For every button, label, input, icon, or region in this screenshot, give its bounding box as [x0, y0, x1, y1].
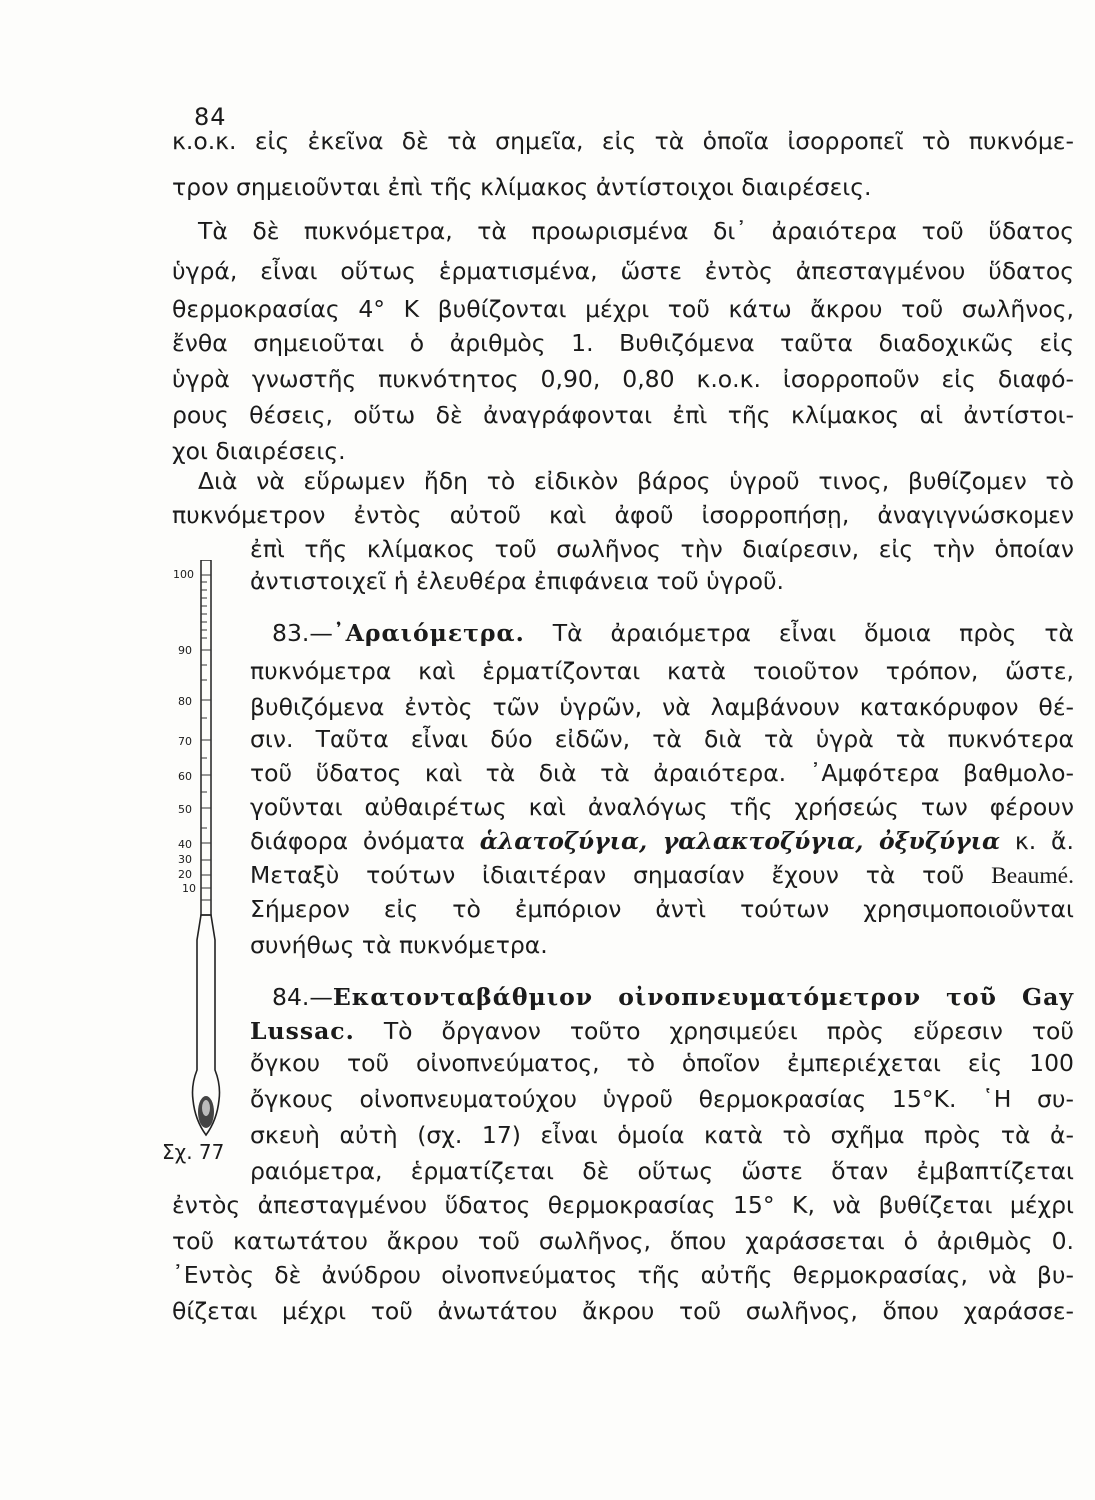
names-prefix: διάφορα ὀνόματα: [250, 827, 465, 855]
text-line-4: ὑγρά, εἶναι οὕτως ἑρματισμένα, ὥστε ἐντὸς ἀπεσταγμένου ὕδατος: [172, 257, 1074, 285]
section-83-line-5: γοῦνται αὐθαιρέτως καὶ ἀναλόγως τῆς χρήσεώς των φέρουν: [250, 793, 1074, 821]
text-line-5: θερμοκρασίας 4° Κ βυθίζονται μέχρι τοῦ κάτω ἄκρου τοῦ σωλῆνος,: [172, 295, 1074, 323]
section-83-number: 83.—: [272, 619, 333, 647]
beaume-name: Beaumé.: [991, 863, 1074, 889]
scale-label-30: 30: [178, 853, 192, 866]
text-line-2: τρον σημειοῦνται ἐπὶ τῆς κλίμακος ἀντίστοιχοι διαιρέσεις.: [172, 173, 872, 201]
scale-label-60: 60: [178, 770, 192, 783]
section-83-line-8: Σήμερον εἰς τὸ ἐμπόριον ἀντὶ τούτων χρησιμοποιοῦνται: [250, 895, 1074, 923]
scale-label-80: 80: [178, 695, 192, 708]
section-84-first-line: Τὸ ὄργανον τοῦτο χρησιμεύει πρὸς εὕρεσιν τοῦ: [383, 1017, 1074, 1045]
text-line-1: κ.ο.κ. εἰς ἐκεῖνα δὲ τὰ σημεῖα, εἰς τὰ ὁποῖα ἰσορροπεῖ τὸ πυκνόμε-: [172, 127, 1074, 155]
section-83-heading-line: [272, 619, 1074, 647]
scale-label-90: 90: [178, 644, 192, 657]
scale-label-50: 50: [178, 803, 192, 816]
text-line-6: ἔνθα σημειοῦται ὁ ἀριθμὸς 1. Βυθιζόμενα ταῦτα διαδοχικῶς εἰς: [172, 329, 1074, 357]
section-83-first-line: Τὰ ἀραιόμετρα εἶναι ὅμοια πρὸς τὰ: [552, 619, 1074, 647]
text-line-10: Διὰ νὰ εὕρωμεν ἤδη τὸ εἰδικὸν βάρος ὑγροῦ τινος, βυθίζομεν τὸ: [198, 467, 1074, 495]
text-line-9: χοι διαιρέσεις.: [172, 437, 346, 465]
scale-label-40: 40: [178, 838, 192, 851]
beaume-prefix: Μεταξὺ τούτων ἰδιαιτέραν σημασίαν ἔχουν τὰ τοῦ: [250, 861, 965, 889]
hydrometer-figure: [165, 560, 237, 1180]
section-84-title-2: Lussac.: [250, 1017, 355, 1045]
page-number: 84: [194, 103, 227, 131]
section-84-line-5: ραιόμετρα, ἑρματίζεται δὲ οὕτως ὥστε ὅταν ἐμβαπτίζεται: [250, 1157, 1074, 1185]
scale-label-100: 100: [173, 568, 194, 581]
section-84-heading-line: [272, 983, 1074, 1011]
instrument-names: ἁλατοζύγια, γαλακτοζύγια, ὀξυζύγια: [479, 827, 1001, 855]
section-84-line-7: τοῦ κατωτάτου ἄκρου τοῦ σωλῆνος, ὅπου χαράσσεται ὁ ἀριθμὸς 0.: [172, 1227, 1074, 1255]
hydrometer-stem: [201, 560, 211, 915]
text-line-3: Τὰ δὲ πυκνόμετρα, τὰ προωρισμένα δι᾿ ἀραιότερα τοῦ ὕδατος: [198, 217, 1074, 245]
text-line-8: ρους θέσεις, οὕτω δὲ ἀναγράφονται ἐπὶ τῆς κλίμακος αἱ ἀντίστοι-: [172, 401, 1074, 429]
scale-label-20: 20: [178, 868, 192, 881]
section-84-line-8: ᾿Εντὸς δὲ ἀνύδρου οἰνοπνεύματος τῆς αὐτῆς θερμοκρασίας, νὰ βυ-: [172, 1261, 1074, 1289]
text-line-12: ἐπὶ τῆς κλίμακος τοῦ σωλῆνος τὴν διαίρεσιν, εἰς τὴν ὁποίαν: [250, 535, 1074, 563]
section-83-line-1: πυκνόμετρα καὶ ἑρματίζονται κατὰ τοιοῦτον τρόπον, ὥστε,: [250, 657, 1074, 685]
section-83-line-7: [250, 861, 1074, 889]
section-84-title-1: Εκατονταβάθμιον οἰνοπνευματόμετρον τοῦ Gay: [332, 983, 1074, 1011]
section-83-line-6: [250, 827, 1074, 855]
section-84-number: 84.—: [272, 983, 333, 1011]
hydrometer-ballast-highlight: [202, 1100, 210, 1116]
hydrometer-drawing: [165, 560, 237, 1180]
section-83-line-2: βυθιζόμενα ἐντὸς τῶν ὑγρῶν, νὰ λαμβάνουν κατακόρυφον θέ-: [250, 693, 1074, 721]
text-line-13: ἀντιστοιχεῖ ἡ ἐλευθέρα ἐπιφάνεια τοῦ ὑγροῦ.: [250, 567, 785, 595]
section-83-line-9: συνήθως τὰ πυκνόμετρα.: [250, 931, 548, 959]
names-suffix: κ. ἄ.: [1014, 827, 1074, 855]
section-84-line-1: [250, 1017, 1074, 1045]
section-83-line-4: τοῦ ὕδατος καὶ τὰ διὰ τὰ ἀραιότερα. ᾿Αμφότερα βαθμολο-: [250, 759, 1074, 787]
figure-caption: Σχ. 77: [162, 1140, 225, 1164]
hydrometer-ticks: [201, 575, 211, 900]
section-84-line-6: ἐντὸς ἀπεσταγμένου ὕδατος θερμοκρασίας 15° Κ, νὰ βυθίζεται μέχρι: [172, 1191, 1074, 1219]
text-line-11: πυκνόμετρον ἐντὸς αὐτοῦ καὶ ἀφοῦ ἰσορροπήσῃ, ἀναγιγνώσκομεν: [172, 501, 1074, 529]
scale-label-10: 10: [182, 882, 196, 895]
section-83-line-3: σιν. Ταῦτα εἶναι δύο εἰδῶν, τὰ διὰ τὰ ὑγρὰ τὰ πυκνότερα: [250, 725, 1074, 753]
text-line-7: ὑγρὰ γνωστῆς πυκνότητος 0,90, 0,80 κ.ο.κ. ἰσορροποῦν εἰς διαφό-: [172, 365, 1074, 393]
section-84-line-9: θίζεται μέχρι τοῦ ἀνωτάτου ἄκρου τοῦ σωλῆνος, ὅπου χαράσσε-: [172, 1297, 1074, 1325]
section-83-title: ᾿Αραιόμετρα.: [332, 619, 525, 647]
section-84-line-2: ὄγκου τοῦ οἰνοπνεύματος, τὸ ὁποῖον ἐμπεριέχεται εἰς 100: [250, 1049, 1074, 1077]
section-84-line-3: ὄγκους οἰνοπνευματούχου ὑγροῦ θερμοκρασίας 15°Κ. ῾Η συ-: [250, 1085, 1074, 1113]
scale-label-70: 70: [178, 735, 192, 748]
section-84-line-4: σκευὴ αὐτὴ (σχ. 17) εἶναι ὁμοία κατὰ τὸ σχῆμα πρὸς τὰ ἀ-: [250, 1121, 1074, 1149]
